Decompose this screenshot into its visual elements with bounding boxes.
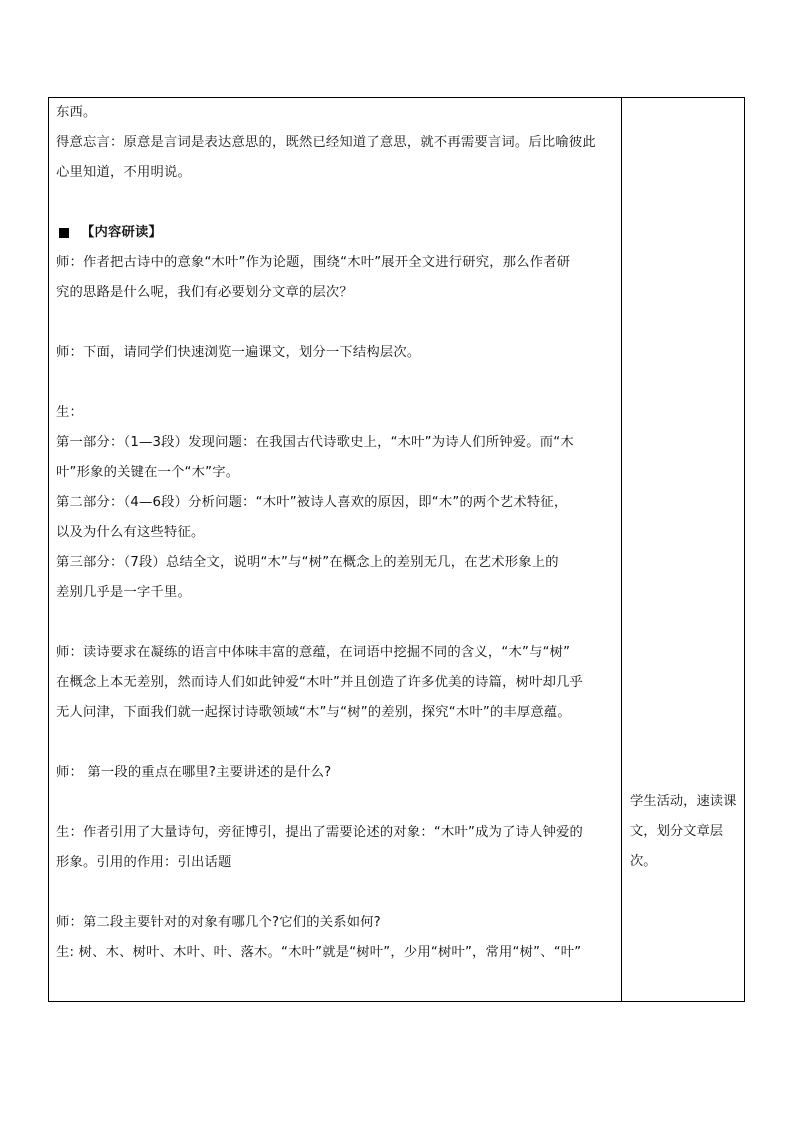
text-line: 师：作者把古诗中的意象“木叶”作为论题，围绕“木叶”展开全文进行研究，那么作者研	[56, 255, 571, 270]
text-line: 究的思路是什么呢，我们有必要划分文章的层次？	[56, 285, 353, 300]
text-line: 差别几乎是一字千里。	[56, 585, 191, 600]
text-line: 生：作者引用了大量诗句，旁征博引，提出了需要论述的对象：“木叶”成为了诗人钟爱的	[56, 825, 584, 840]
text-line: 无人问津，下面我们就一起探讨诗歌领域“木”与“树”的差别，探究“木叶”的丰厚意蕴。	[56, 705, 571, 720]
text-line: 在概念上本无差别，然而诗人们如此钟爱“木叶”并且创造了许多优美的诗篇，树叶却几乎	[56, 675, 584, 690]
text-line: 形象。引用的作用：引出话题	[56, 855, 232, 870]
student-activity-note: 学生活动，速读课文，划分文章层次。	[630, 794, 737, 869]
text-line: 第二部分：（4—6段）分析问题：“木叶”被诗人喜欢的原因，即“木”的两个艺术特征，	[56, 495, 568, 510]
text-line: 师：第二段主要针对的对象有哪几个?它们的关系如何?	[56, 915, 381, 930]
text-line: 生: 树、木、树叶、木叶、叶、落木。“木叶”就是“树叶”，少用“树叶”，常用“树”、“叶”	[56, 945, 582, 960]
text-line: 第三部分：（7段）总结全文，说明“木”与“树”在概念上的差别无几，在艺术形象上的	[56, 555, 559, 570]
lesson-table	[48, 97, 745, 1002]
text-line: 师：读诗要求在凝练的语言中体味丰富的意蕴，在词语中挖掘不同的含义，“木”与“树”	[56, 645, 571, 660]
text-line: 生：	[56, 405, 83, 420]
text-line: 以及为什么有这些特征。	[56, 525, 205, 540]
square-bullet-icon	[59, 228, 69, 238]
content-cell	[49, 98, 621, 1001]
section-heading	[56, 218, 616, 248]
text-line: 师： 第一段的重点在哪里?主要讲述的是什么?	[56, 765, 332, 780]
text-line: 东西。	[56, 105, 97, 120]
text-line: 得意忘言：原意是言词是表达意思的，既然已经知道了意思，就不再需要言词。后比喻彼此	[56, 135, 596, 150]
text-line: 师：下面，请同学们快速浏览一遍课文，划分一下结构层次。	[56, 345, 421, 360]
text-line: 心里知道，不用明说。	[56, 165, 191, 180]
text-line: 叶”形象的关键在一个“木”字。	[56, 465, 240, 480]
section-heading-label: 【内容研读】	[81, 225, 162, 240]
activity-cell	[622, 98, 746, 1001]
text-line: 第一部分：（1—3段）发现问题：在我国古代诗歌史上，“木叶”为诗人们所钟爱。而“木	[56, 435, 574, 450]
